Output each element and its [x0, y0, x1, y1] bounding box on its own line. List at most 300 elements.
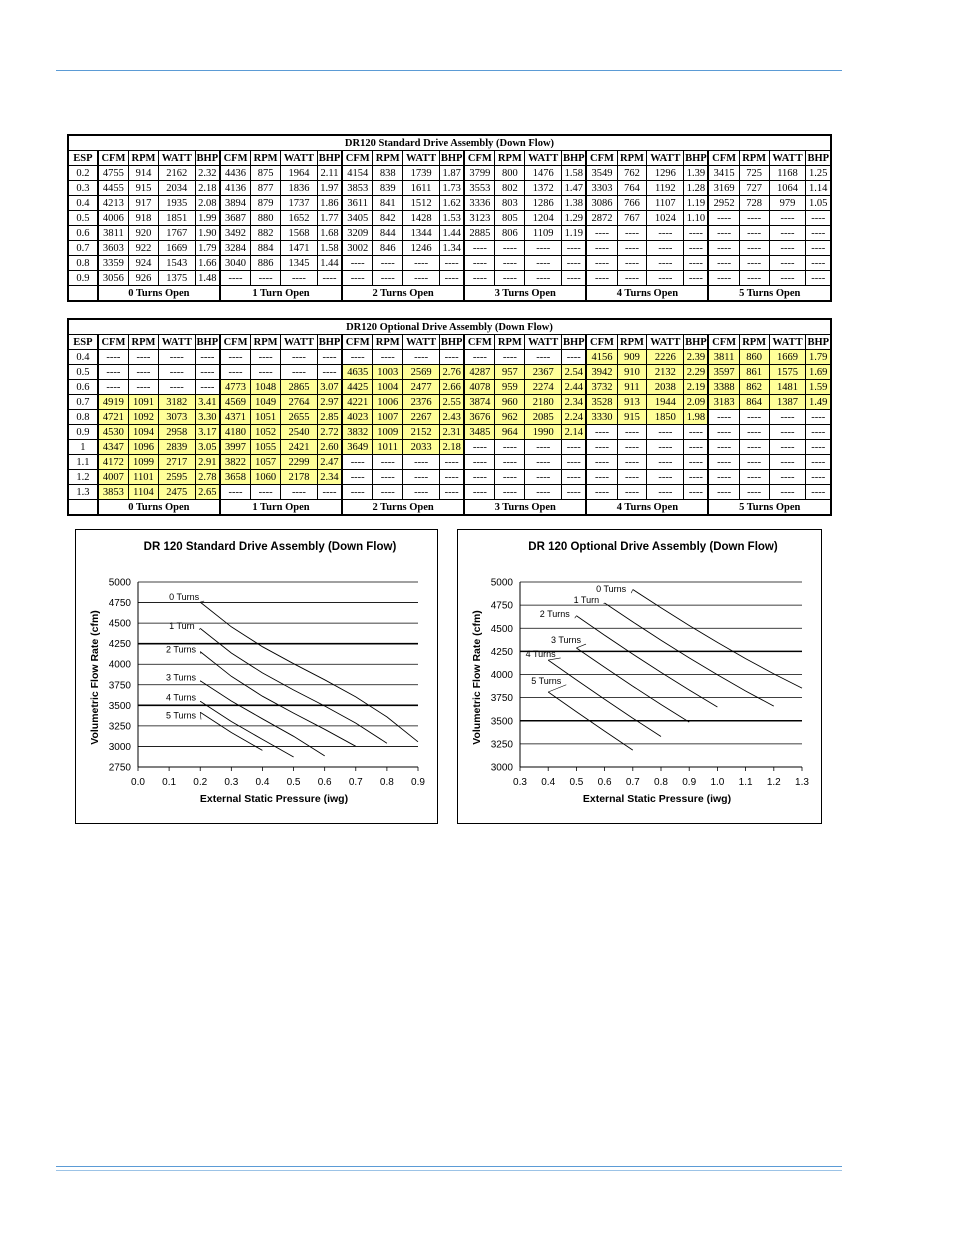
table-cell: 2.60 — [317, 440, 342, 455]
table-cell: 964 — [495, 425, 525, 440]
column-header-bhp: BHP — [807, 152, 830, 164]
table-cell: 2.66 — [440, 380, 465, 395]
table-cell: ---- — [158, 380, 195, 395]
series-label: 3 Turns — [551, 635, 582, 646]
table-cell: ---- — [769, 211, 806, 226]
x-tick-label: 1.2 — [766, 777, 781, 788]
column-header-rpm: RPM — [739, 151, 769, 166]
table-cell: 1092 — [129, 410, 159, 425]
table-cell: 1.87 — [440, 166, 465, 181]
column-header-cfm: CFM — [586, 151, 617, 166]
table-cell: ---- — [769, 425, 806, 440]
y-tick-label: 3250 — [108, 721, 131, 733]
table-cell: ---- — [586, 256, 617, 271]
column-header-watt: WATT — [280, 335, 317, 350]
esp-cell: 0.9 — [68, 425, 98, 440]
table-cell: 3040 — [220, 256, 251, 271]
table-cell: ---- — [495, 256, 525, 271]
table-cell: 3303 — [586, 181, 617, 196]
table-cell: 1372 — [525, 181, 562, 196]
table-cell: 1935 — [158, 196, 195, 211]
table-cell: 4721 — [98, 410, 129, 425]
table-cell: 3183 — [708, 395, 739, 410]
table-cell: ---- — [495, 470, 525, 485]
x-tick-label: 0.5 — [286, 777, 301, 788]
column-header-bhp: BHP — [562, 152, 585, 164]
series-label: 2 Turns — [539, 609, 570, 620]
table-cell: 1055 — [251, 440, 281, 455]
table-cell: ---- — [403, 470, 440, 485]
table-cell: 805 — [495, 211, 525, 226]
table-cell: ---- — [440, 271, 465, 286]
table-cell: ---- — [562, 256, 587, 271]
table-cell: ---- — [617, 470, 647, 485]
table-cell: 2839 — [158, 440, 195, 455]
table-cell: ---- — [403, 455, 440, 470]
table-cell: ---- — [769, 440, 806, 455]
table-cell: 4154 — [342, 166, 373, 181]
table-cell: 2274 — [525, 380, 562, 395]
esp-cell: 0.8 — [68, 256, 98, 271]
table-cell: ---- — [684, 241, 709, 256]
esp-cell: 0.5 — [68, 211, 98, 226]
table-row — [68, 271, 831, 286]
x-tick-label: 0.8 — [379, 777, 394, 788]
column-header-rpm: RPM — [251, 335, 281, 350]
table-cell: ---- — [440, 485, 465, 500]
table-cell: 2376 — [403, 395, 440, 410]
table-cell: ---- — [684, 256, 709, 271]
group-label: 3 Turns Open — [464, 286, 586, 302]
table-cell: ---- — [739, 256, 769, 271]
table-cell: 1.47 — [562, 181, 587, 196]
table-cell: 3.17 — [195, 425, 220, 440]
table-cell: 1.62 — [440, 196, 465, 211]
table-cell: ---- — [562, 241, 587, 256]
table-cell: 2.18 — [440, 440, 465, 455]
table-cell: 2.34 — [562, 395, 587, 410]
table-cell: 728 — [739, 196, 769, 211]
column-header-cfm: CFM — [98, 151, 129, 166]
table-cell: 2595 — [158, 470, 195, 485]
table-cell: 3649 — [342, 440, 373, 455]
table-row — [68, 211, 831, 226]
table-cell: ---- — [684, 485, 709, 500]
table-cell: ---- — [98, 380, 129, 395]
table-cell: 4156 — [586, 350, 617, 365]
column-header-watt: WATT — [280, 151, 317, 166]
x-tick-label: 0.2 — [193, 777, 208, 788]
table-cell: ---- — [440, 470, 465, 485]
table-cell: 1192 — [647, 181, 684, 196]
esp-cell: 0.6 — [68, 226, 98, 241]
table-cell: ---- — [440, 256, 465, 271]
table-cell: 1.68 — [317, 226, 342, 241]
table-cell: 4023 — [342, 410, 373, 425]
table-cell: 1.25 — [806, 166, 831, 181]
table-cell: ---- — [342, 350, 373, 365]
table-cell: 2.31 — [440, 425, 465, 440]
column-header-rpm: RPM — [495, 335, 525, 350]
table-cell: 862 — [739, 380, 769, 395]
table-cell: 3894 — [220, 196, 251, 211]
table-cell: ---- — [495, 455, 525, 470]
table-cell: 860 — [739, 350, 769, 365]
table-cell: 979 — [769, 196, 806, 211]
table-cell: 4287 — [464, 365, 495, 380]
table-cell: ---- — [373, 271, 403, 286]
x-tick-label: 0.3 — [224, 777, 239, 788]
column-header-watt: WATT — [158, 151, 195, 166]
table-cell: 1.34 — [440, 241, 465, 256]
table-cell: 2.18 — [195, 181, 220, 196]
table-cell: 1.19 — [562, 226, 587, 241]
table-cell: ---- — [586, 485, 617, 500]
table-cell: 1286 — [525, 196, 562, 211]
table-cell: 2.29 — [684, 365, 709, 380]
y-tick-label: 4250 — [108, 639, 131, 651]
series-label: 1 Turn — [573, 594, 600, 605]
table-cell: ---- — [806, 425, 831, 440]
table-cell: 1109 — [525, 226, 562, 241]
esp-cell: 0.9 — [68, 271, 98, 286]
table-cell: 764 — [617, 181, 647, 196]
table-cell: 3123 — [464, 211, 495, 226]
table-cell: ---- — [317, 365, 342, 380]
table-cell: 842 — [373, 211, 403, 226]
table-cell: 960 — [495, 395, 525, 410]
table-cell: 3676 — [464, 410, 495, 425]
table-cell: 1512 — [403, 196, 440, 211]
table-cell: 2764 — [280, 395, 317, 410]
table-row — [68, 395, 831, 410]
table-cell: ---- — [342, 271, 373, 286]
x-tick-label: 0.4 — [255, 777, 270, 788]
standard-drive-chart — [75, 529, 438, 824]
table-cell: 3603 — [98, 241, 129, 256]
table-cell: 1052 — [251, 425, 281, 440]
series-label-leader — [604, 603, 605, 604]
table-cell: ---- — [98, 365, 129, 380]
table-cell: 922 — [129, 241, 159, 256]
table-cell: ---- — [464, 350, 495, 365]
table-cell: 1611 — [403, 181, 440, 196]
table-cell: 1836 — [280, 181, 317, 196]
table-cell: 3811 — [708, 350, 739, 365]
table-cell: 880 — [251, 211, 281, 226]
table-cell: 3056 — [98, 271, 129, 286]
x-tick-label: 1.0 — [710, 777, 725, 788]
x-tick-label: 0.4 — [541, 777, 556, 788]
table-cell: 1.28 — [684, 181, 709, 196]
table-cell: ---- — [280, 271, 317, 286]
table-cell: ---- — [562, 470, 587, 485]
table-cell: 1669 — [769, 350, 806, 365]
table-cell: ---- — [647, 241, 684, 256]
table-cell: ---- — [440, 455, 465, 470]
column-header-bhp: BHP — [318, 336, 341, 348]
table-cell: ---- — [769, 241, 806, 256]
table-cell: 1.97 — [317, 181, 342, 196]
table-cell: 915 — [617, 410, 647, 425]
table-cell: 2132 — [647, 365, 684, 380]
table-cell: ---- — [806, 455, 831, 470]
table-cell: ---- — [464, 470, 495, 485]
column-header-rpm: RPM — [129, 151, 159, 166]
table-cell: 1101 — [129, 470, 159, 485]
table-cell: ---- — [586, 440, 617, 455]
table-cell: ---- — [708, 211, 739, 226]
esp-cell: 1 — [68, 440, 98, 455]
table-cell: 3799 — [464, 166, 495, 181]
table-cell: 3415 — [708, 166, 739, 181]
table-cell: ---- — [769, 455, 806, 470]
table-cell: 2885 — [464, 226, 495, 241]
esp-cell: 0.7 — [68, 241, 98, 256]
table-cell: ---- — [708, 226, 739, 241]
table-cell: ---- — [586, 455, 617, 470]
footer-blank-cell — [68, 286, 98, 302]
table-title: DR120 Standard Drive Assembly (Down Flow) — [68, 135, 831, 151]
column-header-cfm: CFM — [220, 151, 251, 166]
table-cell: 3832 — [342, 425, 373, 440]
column-header-bhp: BHP — [318, 152, 341, 164]
table-cell: 4221 — [342, 395, 373, 410]
column-header-bhp: BHP — [196, 336, 219, 348]
table-cell: 2.76 — [440, 365, 465, 380]
table-row — [68, 410, 831, 425]
table-cell: 909 — [617, 350, 647, 365]
series-label: 5 Turns — [166, 710, 197, 721]
table-cell: 3.07 — [317, 380, 342, 395]
table-row — [68, 440, 831, 455]
table-cell: 1003 — [373, 365, 403, 380]
table-cell: 2.44 — [562, 380, 587, 395]
table-cell: ---- — [769, 485, 806, 500]
x-tick-label: 1.3 — [795, 777, 809, 788]
table-cell: ---- — [739, 211, 769, 226]
y-tick-label: 3000 — [490, 762, 513, 774]
x-axis-label: External Static Pressure (iwg) — [199, 793, 349, 805]
esp-cell: 1.3 — [68, 485, 98, 500]
table-cell: ---- — [158, 365, 195, 380]
table-cell: 844 — [373, 226, 403, 241]
table-cell: 914 — [129, 166, 159, 181]
column-header-watt: WATT — [647, 151, 684, 166]
table-cell: 4530 — [98, 425, 129, 440]
column-header-cfm: CFM — [464, 335, 495, 350]
table-cell: 1476 — [525, 166, 562, 181]
table-cell: ---- — [403, 485, 440, 500]
table-cell: ---- — [280, 350, 317, 365]
table-cell: 1387 — [769, 395, 806, 410]
table-cell: 957 — [495, 365, 525, 380]
table-cell: 4635 — [342, 365, 373, 380]
table-cell: 1.73 — [440, 181, 465, 196]
column-header-bhp: BHP — [685, 152, 707, 164]
table-cell: 1.05 — [806, 196, 831, 211]
table-cell: 1739 — [403, 166, 440, 181]
table-cell: ---- — [562, 271, 587, 286]
table-cell: 2178 — [280, 470, 317, 485]
table-cell: 3182 — [158, 395, 195, 410]
table-cell: ---- — [280, 485, 317, 500]
header-rule — [56, 70, 842, 71]
column-header-cfm: CFM — [708, 151, 739, 166]
series-label-leader — [199, 628, 200, 629]
table-cell: 3330 — [586, 410, 617, 425]
table-cell: ---- — [464, 485, 495, 500]
table-cell: ---- — [684, 425, 709, 440]
table-cell: ---- — [220, 485, 251, 500]
table-cell: ---- — [158, 350, 195, 365]
table-cell: 1204 — [525, 211, 562, 226]
x-tick-label: 0.5 — [569, 777, 584, 788]
series-label: 3 Turns — [166, 672, 197, 683]
table-cell: ---- — [684, 440, 709, 455]
column-header-cfm: CFM — [98, 335, 129, 350]
table-cell: 962 — [495, 410, 525, 425]
table-cell: 924 — [129, 256, 159, 271]
table-cell: 3336 — [464, 196, 495, 211]
table-cell: 2180 — [525, 395, 562, 410]
table-cell: 2299 — [280, 455, 317, 470]
chart-title: DR 120 Standard Drive Assembly (Down Flow) — [143, 541, 397, 553]
table-cell: ---- — [464, 241, 495, 256]
table-cell: 4006 — [98, 211, 129, 226]
y-tick-label: 4000 — [108, 659, 131, 671]
optional-drive-chart — [457, 529, 822, 824]
table-cell: 918 — [129, 211, 159, 226]
table-cell: 2085 — [525, 410, 562, 425]
table-cell: ---- — [739, 455, 769, 470]
table-cell: 3597 — [708, 365, 739, 380]
x-tick-label: 0.0 — [131, 777, 145, 788]
table-cell: ---- — [708, 271, 739, 286]
table-cell: ---- — [806, 271, 831, 286]
column-header-cfm: CFM — [708, 335, 739, 350]
table-cell: ---- — [806, 470, 831, 485]
table-cell: ---- — [129, 350, 159, 365]
table-cell: 2540 — [280, 425, 317, 440]
table-cell: ---- — [739, 425, 769, 440]
group-label: 0 Turns Open — [98, 286, 220, 302]
esp-cell: 0.7 — [68, 395, 98, 410]
table-cell: 4078 — [464, 380, 495, 395]
table-cell: ---- — [617, 440, 647, 455]
column-header-cfm: CFM — [342, 151, 373, 166]
y-tick-label: 4500 — [108, 618, 131, 630]
table-cell: ---- — [739, 440, 769, 455]
table-cell: ---- — [525, 271, 562, 286]
table-cell: ---- — [739, 226, 769, 241]
table-cell: ---- — [129, 380, 159, 395]
table-cell: ---- — [684, 226, 709, 241]
table-cell: 2569 — [403, 365, 440, 380]
table-cell: 1.53 — [440, 211, 465, 226]
table-cell: 4172 — [98, 455, 129, 470]
table-cell: ---- — [464, 440, 495, 455]
table-cell: 1.38 — [562, 196, 587, 211]
esp-cell: 1.1 — [68, 455, 98, 470]
esp-cell: 0.3 — [68, 181, 98, 196]
table-cell: ---- — [684, 470, 709, 485]
table-cell: 3553 — [464, 181, 495, 196]
table-cell: 877 — [251, 181, 281, 196]
series-label-leader — [575, 616, 577, 618]
table-cell: 1107 — [647, 196, 684, 211]
table-cell: 2.19 — [684, 380, 709, 395]
footer-blank-cell — [68, 500, 98, 516]
esp-cell: 1.2 — [68, 470, 98, 485]
table-cell: ---- — [280, 365, 317, 380]
table-cell: ---- — [525, 485, 562, 500]
table-cell: 1944 — [647, 395, 684, 410]
table-cell: 2717 — [158, 455, 195, 470]
table-cell: 1.98 — [684, 410, 709, 425]
esp-header: ESP — [68, 335, 98, 350]
table-cell: 1057 — [251, 455, 281, 470]
column-header-watt: WATT — [525, 335, 562, 350]
table-cell: 2.39 — [684, 350, 709, 365]
table-cell: 3549 — [586, 166, 617, 181]
table-cell: ---- — [617, 241, 647, 256]
group-label: 2 Turns Open — [342, 500, 464, 516]
column-header-watt: WATT — [647, 335, 684, 350]
table-cell: ---- — [708, 470, 739, 485]
y-tick-label: 4250 — [490, 646, 513, 658]
table-cell: 3.05 — [195, 440, 220, 455]
table-cell: ---- — [708, 256, 739, 271]
table-cell: 3169 — [708, 181, 739, 196]
table-cell: 839 — [373, 181, 403, 196]
table-cell: ---- — [586, 470, 617, 485]
y-axis-label: Volumetric Flow Rate (cfm) — [89, 610, 101, 745]
table-cell: ---- — [220, 350, 251, 365]
footer-rule — [56, 1166, 842, 1167]
table-cell: ---- — [525, 455, 562, 470]
series-line — [200, 681, 325, 756]
table-cell: 2.11 — [317, 166, 342, 181]
esp-cell: 0.8 — [68, 410, 98, 425]
table-cell: ---- — [739, 271, 769, 286]
table-cell: ---- — [464, 256, 495, 271]
y-tick-label: 3750 — [108, 680, 131, 692]
table-cell: 4136 — [220, 181, 251, 196]
table-cell: ---- — [342, 485, 373, 500]
table-cell: 1.19 — [684, 196, 709, 211]
table-cell: 1481 — [769, 380, 806, 395]
table-cell: 4569 — [220, 395, 251, 410]
group-label: 4 Turns Open — [586, 500, 708, 516]
column-header-rpm: RPM — [617, 151, 647, 166]
table-cell: ---- — [525, 440, 562, 455]
series-label: 0 Turns — [596, 584, 627, 595]
table-cell: ---- — [806, 256, 831, 271]
table-cell: 767 — [617, 211, 647, 226]
table-cell: 3528 — [586, 395, 617, 410]
table-cell: 1767 — [158, 226, 195, 241]
series-label-leader — [200, 601, 204, 602]
table-title: DR120 Optional Drive Assembly (Down Flow) — [68, 319, 831, 335]
optional-drive-chart-svg — [458, 530, 821, 823]
table-cell: 2865 — [280, 380, 317, 395]
table-cell: ---- — [403, 256, 440, 271]
table-row — [68, 455, 831, 470]
column-header-rpm: RPM — [129, 335, 159, 350]
table-cell: ---- — [684, 271, 709, 286]
table-cell: 1471 — [280, 241, 317, 256]
